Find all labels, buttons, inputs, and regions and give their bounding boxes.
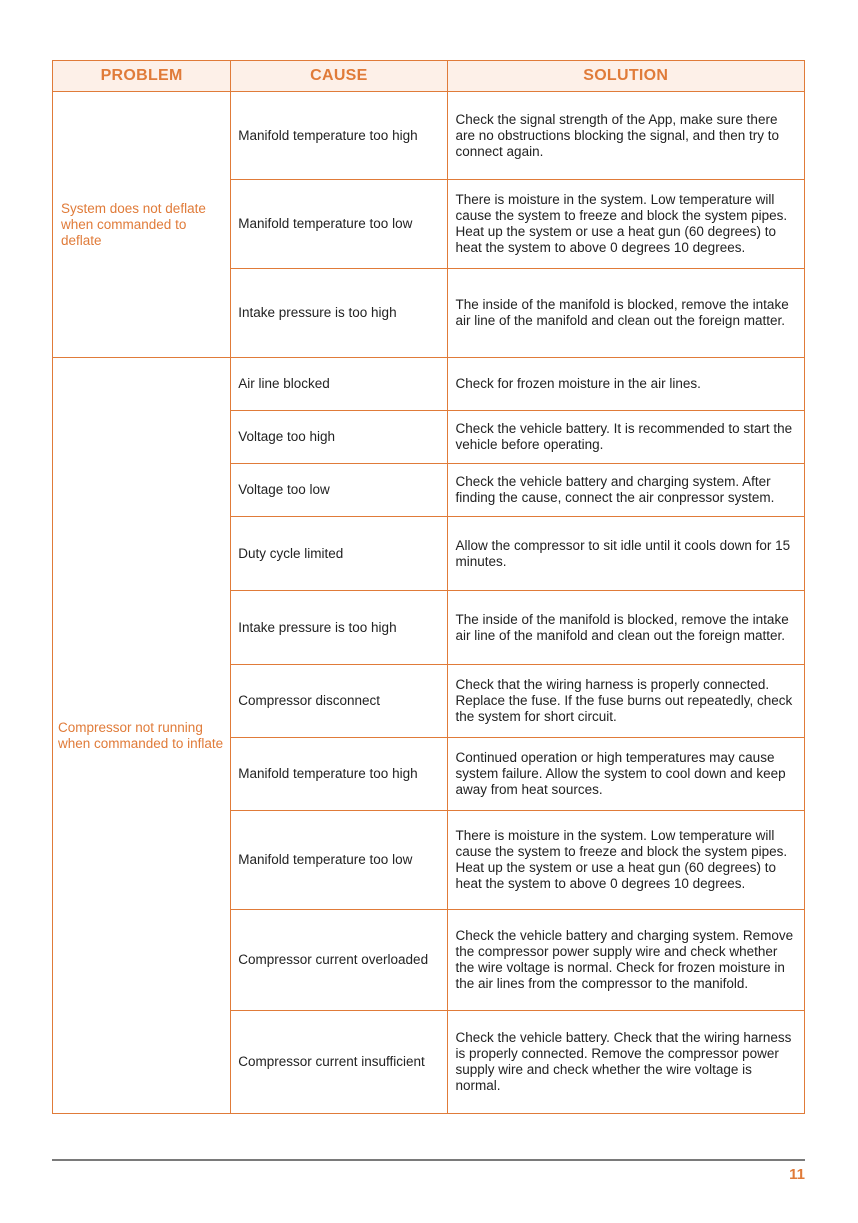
cause-cell: Air line blocked — [231, 358, 447, 411]
solution-cell: Check the vehicle battery. Check that the wiring harness is properly connected. Remove the compressor power supply wire and check whether the wire voltage is normal. — [447, 1011, 804, 1114]
troubleshooting-table — [52, 60, 805, 1114]
solution-cell: Check for frozen moisture in the air lines. — [447, 358, 804, 411]
solution-cell: The inside of the manifold is blocked, remove the intake air line of the manifold and clean out the foreign matter. — [447, 591, 804, 665]
solution-cell: Check that the wiring harness is properly connected. Replace the fuse. If the fuse burns out repeatedly, check the system for short circuit. — [447, 665, 804, 738]
cause-cell: Voltage too high — [231, 411, 447, 464]
header-cause: CAUSE — [231, 61, 447, 92]
solution-cell: Continued operation or high temperatures may cause system failure. Allow the system to cool down and keep away from heat sources. — [447, 738, 804, 811]
solution-cell: Check the signal strength of the App, make sure there are no obstructions blocking the signal, and then try to connect again. — [447, 92, 804, 180]
solution-cell: The inside of the manifold is blocked, remove the intake air line of the manifold and clean out the foreign matter. — [447, 269, 804, 358]
table-header-row — [53, 61, 805, 92]
solution-cell: Check the vehicle battery and charging system. Remove the compressor power supply wire and check whether the wire voltage is normal. Check for frozen moisture in the air lines from the compressor to the manifold. — [447, 910, 804, 1011]
footer-divider — [52, 1159, 805, 1161]
cause-cell: Compressor current overloaded — [231, 910, 447, 1011]
cause-cell: Manifold temperature too high — [231, 92, 447, 180]
solution-cell: Check the vehicle battery and charging system. After finding the cause, connect the air conpressor system. — [447, 464, 804, 517]
cause-cell: Compressor current insufficient — [231, 1011, 447, 1114]
header-solution: SOLUTION — [447, 61, 804, 92]
solution-cell: Allow the compressor to sit idle until it cools down for 15 minutes. — [447, 517, 804, 591]
cause-cell: Duty cycle limited — [231, 517, 447, 591]
solution-cell: There is moisture in the system. Low temperature will cause the system to freeze and block the system pipes. Heat up the system or use a heat gun (60 degrees) to heat the system to above 0 degrees 10 degrees. — [447, 180, 804, 269]
cause-cell: Manifold temperature too low — [231, 811, 447, 910]
cause-cell: Compressor disconnect — [231, 665, 447, 738]
solution-cell: There is moisture in the system. Low temperature will cause the system to freeze and block the system pipes. Heat up the system or use a heat gun (60 degrees) to heat the system to above 0 degrees 10 degrees. — [447, 811, 804, 910]
cause-cell: Manifold temperature too high — [231, 738, 447, 811]
cause-cell: Intake pressure is too high — [231, 591, 447, 665]
table-row — [53, 358, 805, 411]
cause-cell: Intake pressure is too high — [231, 269, 447, 358]
problem-cell: System does not deflate when commanded to deflate — [53, 92, 231, 358]
problem-cell: Compressor not running when commanded to inflate — [53, 358, 231, 1114]
cause-cell: Voltage too low — [231, 464, 447, 517]
page-number: 11 — [789, 1166, 805, 1183]
cause-cell: Manifold temperature too low — [231, 180, 447, 269]
table-row — [53, 92, 805, 180]
header-problem: PROBLEM — [53, 61, 231, 92]
solution-cell: Check the vehicle battery. It is recommended to start the vehicle before operating. — [447, 411, 804, 464]
